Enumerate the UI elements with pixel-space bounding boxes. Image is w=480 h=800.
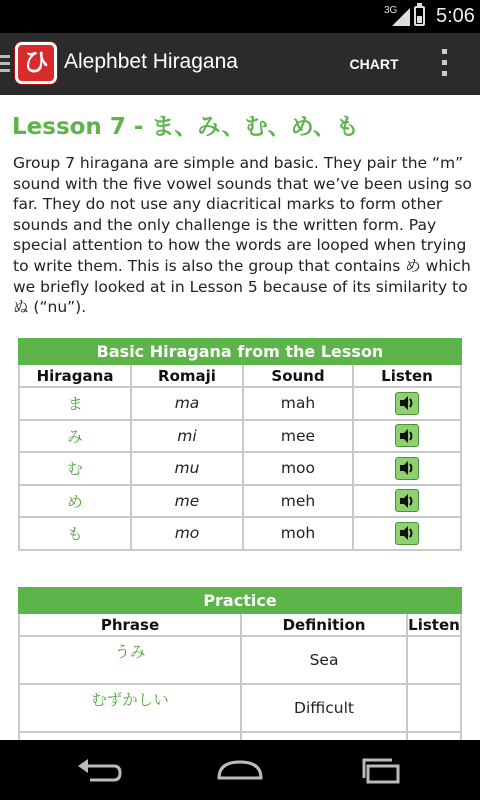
sound-cell: meh (243, 485, 353, 518)
navigation-bar (0, 740, 480, 800)
phrase-cell: むずかしい (19, 684, 241, 732)
table-row (19, 732, 461, 740)
listen-cell (407, 636, 461, 684)
speaker-icon[interactable] (395, 457, 419, 480)
column-header: Hiragana (19, 364, 131, 387)
practice-table (18, 587, 462, 740)
hiragana-cell: も (19, 517, 131, 550)
column-header: Listen (407, 613, 461, 636)
listen-cell (407, 732, 461, 740)
more-vertical-icon[interactable] (428, 45, 460, 81)
column-header: Phrase (19, 613, 241, 636)
app-logo[interactable]: ひ (15, 42, 57, 84)
definition-cell: Sea (241, 636, 407, 684)
hiragana-cell: む (19, 452, 131, 485)
chart-button[interactable]: CHART (349, 56, 399, 72)
table-row (19, 420, 461, 453)
status-bar (0, 0, 480, 33)
lesson-title: Lesson 7 - ま、み、む、め、も (12, 114, 359, 140)
sound-cell: moh (243, 517, 353, 550)
speaker-icon[interactable] (395, 424, 419, 447)
column-header: Romaji (131, 364, 243, 387)
lesson-description: Group 7 hiragana are simple and basic. They pair the “m” sound with the five vowel sounds that we’ve been using so far. They do not use any diacritical marks to form other sounds and the only challenge is the written form. Pay special attention to how the words are looped when trying to write them. This is also the group that contains め which we briefly looked at in Lesson 5 because of its similarity to ぬ (“nu”). (13, 154, 472, 317)
phrase-cell: うみ (19, 636, 241, 684)
signal-icon (392, 8, 410, 26)
sound-cell: moo (243, 452, 353, 485)
lesson-content[interactable] (0, 95, 480, 740)
hiragana-cell: め (19, 485, 131, 518)
app-title: Alephbet Hiragana (64, 50, 238, 73)
romaji-cell: mu (131, 452, 243, 485)
basic-hiragana-table (18, 338, 462, 551)
listen-cell (353, 517, 461, 550)
recent-apps-icon[interactable] (356, 754, 406, 786)
clock: 5:06 (436, 5, 475, 27)
column-header: Listen (353, 364, 461, 387)
listen-cell (407, 684, 461, 732)
sound-cell: mee (243, 420, 353, 453)
hiragana-cell: ま (19, 387, 131, 420)
table-row (19, 684, 461, 732)
listen-cell (353, 452, 461, 485)
romaji-cell: me (131, 485, 243, 518)
drawer-icon[interactable] (0, 55, 10, 76)
phrase-cell (19, 732, 241, 740)
table-row (19, 517, 461, 550)
speaker-icon[interactable] (395, 522, 419, 545)
sound-cell: mah (243, 387, 353, 420)
listen-cell (353, 420, 461, 453)
column-header: Definition (241, 613, 407, 636)
hiragana-cell: み (19, 420, 131, 453)
table-caption: Practice (19, 588, 461, 613)
speaker-icon[interactable] (395, 489, 419, 512)
definition-cell (241, 732, 407, 740)
table-row (19, 485, 461, 518)
table-caption: Basic Hiragana from the Lesson (19, 339, 461, 364)
action-bar (0, 33, 480, 95)
back-icon[interactable] (74, 754, 124, 786)
table-row (19, 387, 461, 420)
definition-cell: Difficult (241, 684, 407, 732)
speaker-icon[interactable] (395, 392, 419, 415)
romaji-cell: mi (131, 420, 243, 453)
table-row (19, 636, 461, 684)
battery-icon (414, 6, 425, 26)
network-type: 3G (384, 5, 398, 16)
listen-cell (353, 387, 461, 420)
romaji-cell: ma (131, 387, 243, 420)
home-icon[interactable] (215, 754, 265, 786)
listen-cell (353, 485, 461, 518)
table-row (19, 452, 461, 485)
romaji-cell: mo (131, 517, 243, 550)
column-header: Sound (243, 364, 353, 387)
